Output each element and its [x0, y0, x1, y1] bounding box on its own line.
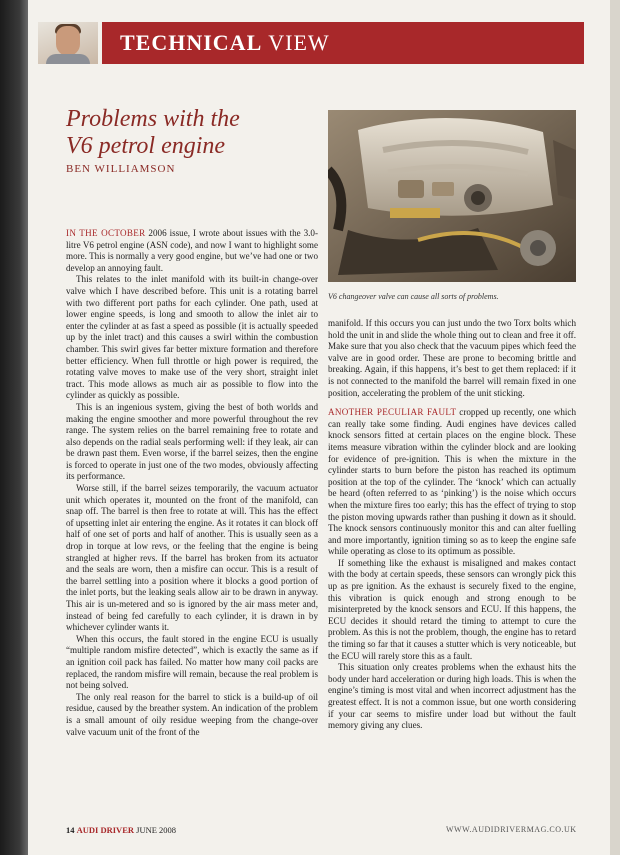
body-column-left	[66, 228, 318, 738]
paragraph: This situation only creates problems when the exhaust hits the body under hard acceleration or during high loads. This is when the engine’s timing is most vital and when incorrect adjustment has the greatest effect. It is not a common issue, but one worth considering if your car seems to misfire under load but without the fault memory giving any clues.	[328, 662, 576, 731]
magazine-name: AUDI DRIVER	[76, 825, 135, 835]
paragraph: When this occurs, the fault stored in the engine ECU is usually “multiple random misfire detected”, which is exactly the same as if an ignition coil pack has failed. No matter how many coil packs are replaced, the random misfire will remain, because the real problem is not being solved.	[66, 633, 319, 691]
author-portrait	[38, 22, 98, 64]
photo-caption: V6 changeover valve can cause all sorts of problems.	[328, 292, 499, 301]
paragraph: The only real reason for the barrel to stick is a build-up of oil residue, caused by the breather system. An indication of the problem is a small amount of oily residue weeping from the change-over valve vacuum unit of the front of the	[66, 691, 318, 737]
section-title-light: VIEW	[268, 30, 330, 55]
website-url: WWW.AUDIDRIVERMAG.CO.UK	[446, 825, 577, 834]
body-column-right	[328, 318, 576, 732]
subhead: ANOTHER PECULIAR FAULT	[328, 407, 457, 418]
article-title	[66, 106, 326, 160]
binding-spine	[0, 0, 28, 855]
paragraph: manifold. If this occurs you can just undo the two Torx bolts which hold the unit in and slide the whole thing out to clean and free it off. Make sure that you also check that the vacuum pipes which feed the valve are in good order. These are prone to becoming brittle and breaking. Again, if this happens, it’s best to get them replaced: if it is not connected to the manifold the barrel will remain fixed in one position, accelerating the problem of the unit sticking.	[328, 318, 576, 398]
paragraph: Worse still, if the barrel seizes temporarily, the vacuum actuator unit which operates it, mounted on the front of the manifold, can snap off. The barrel is then free to rotate at will. This has the effect of upsetting inlet air entering the engine. As it rotates it can block off half of one set of ports and half of another. This is usually seen as a drop in torque at low revs, or the feeling that the engine is being strangled at higher revs. If the barrel has broken from its actuator and the seals are worn, then a misfire can occur. This is a result of the barrel settling into a position where it blocks a good portion of the inlet ports, but the leaking seals allow air to be drawn in anyway. This air is un-metered and so is ignored by the air mass meter and, instead of being fed carefully to each cylinder, it is drawn in by whichever cylinder wants it.	[66, 483, 318, 633]
issue-date: JUNE 2008	[136, 825, 177, 835]
paragraph: IN THE OCTOBER 2006 issue, I wrote about issues with the 3.0-litre V6 petrol engine (ASN code), and now I want to highlight some more. This is normally a very good engine, but we’ve had one or two develop an annoying fault.	[66, 228, 318, 273]
page-number: 14	[66, 825, 75, 835]
title-line-1: Problems with the	[66, 106, 240, 132]
section-header	[38, 22, 578, 64]
engine-photo-illustration	[328, 110, 576, 282]
section-banner	[102, 22, 584, 64]
page-edge	[610, 0, 620, 855]
author-byline: BEN WILLIAMSON	[66, 163, 176, 175]
engine-photo	[328, 110, 576, 282]
paragraph: If something like the exhaust is misaligned and makes contact with the body at certain speeds, these sensors can wrongly pick this up as pre ignition. As the exhaust is securely fixed to the engine, this vibration is quick enough and strong enough to be misinterpreted by the knock sensors and ECU. If this happens, the ECU decides it should retard the timing to attempt to cure the problem. As this is not the problem, though, the engine has to retard the timing so far that it causes a stutter which is very noticeable, but the ECU will rarely store this as a fault.	[328, 557, 576, 661]
paragraph: This relates to the inlet manifold with its built-in change-over valve which I have described before. This unit is a rotating barrel with two different port paths for each cylinder. One path, used at lower engine speeds, is long and smooth to allow the inlet air to enter the cylinder at as fast a speed as possible (it is actually speeded up by the inlet tract) and this causes a swirl within the combustion chamber. This swirl gives far better mixture formation and therefore better efficiency. When full throttle or high power is required, the rotating valve moves to make use of the very short, straight inlet tract. This mode allows as much air as possible to flow into the cylinder as quickly as possible.	[66, 274, 318, 401]
section-title-bold: TECHNICAL	[120, 30, 263, 55]
section-title	[120, 30, 330, 56]
lead-in: IN THE OCTOBER	[66, 228, 146, 238]
paragraph: This is an ingenious system, giving the best of both worlds and making the engine smoother and more powerful throughout the rev range. The system relies on the barrel remaining free to rotate and also depends on the radial seals performing well: if they leak, air can be drawn past them. Even worse, if the barrel seizes, then the engine is forced to operate in just one of the two modes, obviously affecting its performance.	[66, 401, 318, 482]
title-line-2: V6 petrol engine	[66, 133, 226, 159]
folio	[66, 825, 176, 835]
paragraph: ANOTHER PECULIAR FAULT cropped up recently, one which can really take some finding. Audi engines have devices called knock sensors fitted at certain places on the engine block. These items measure vibration within the cylinder block and are looking for evidence of pre-ignition. This is when the mixture in the cylinder starts to burn before the piston has reached its optimum position at the top of the cylinder. The ‘knock’ which can actually be heard (often referred to as ‘pinking’) is the noise which occurs when the mixture fires too early; this has the effect of trying to stop the piston moving upwards rather than pushing it down as it should. The knock sensors continuously monitor this and can alter fuelling and more importantly, ignition timing so as to keep the engine safe while operating as close to its optimum as possible.	[328, 407, 576, 557]
